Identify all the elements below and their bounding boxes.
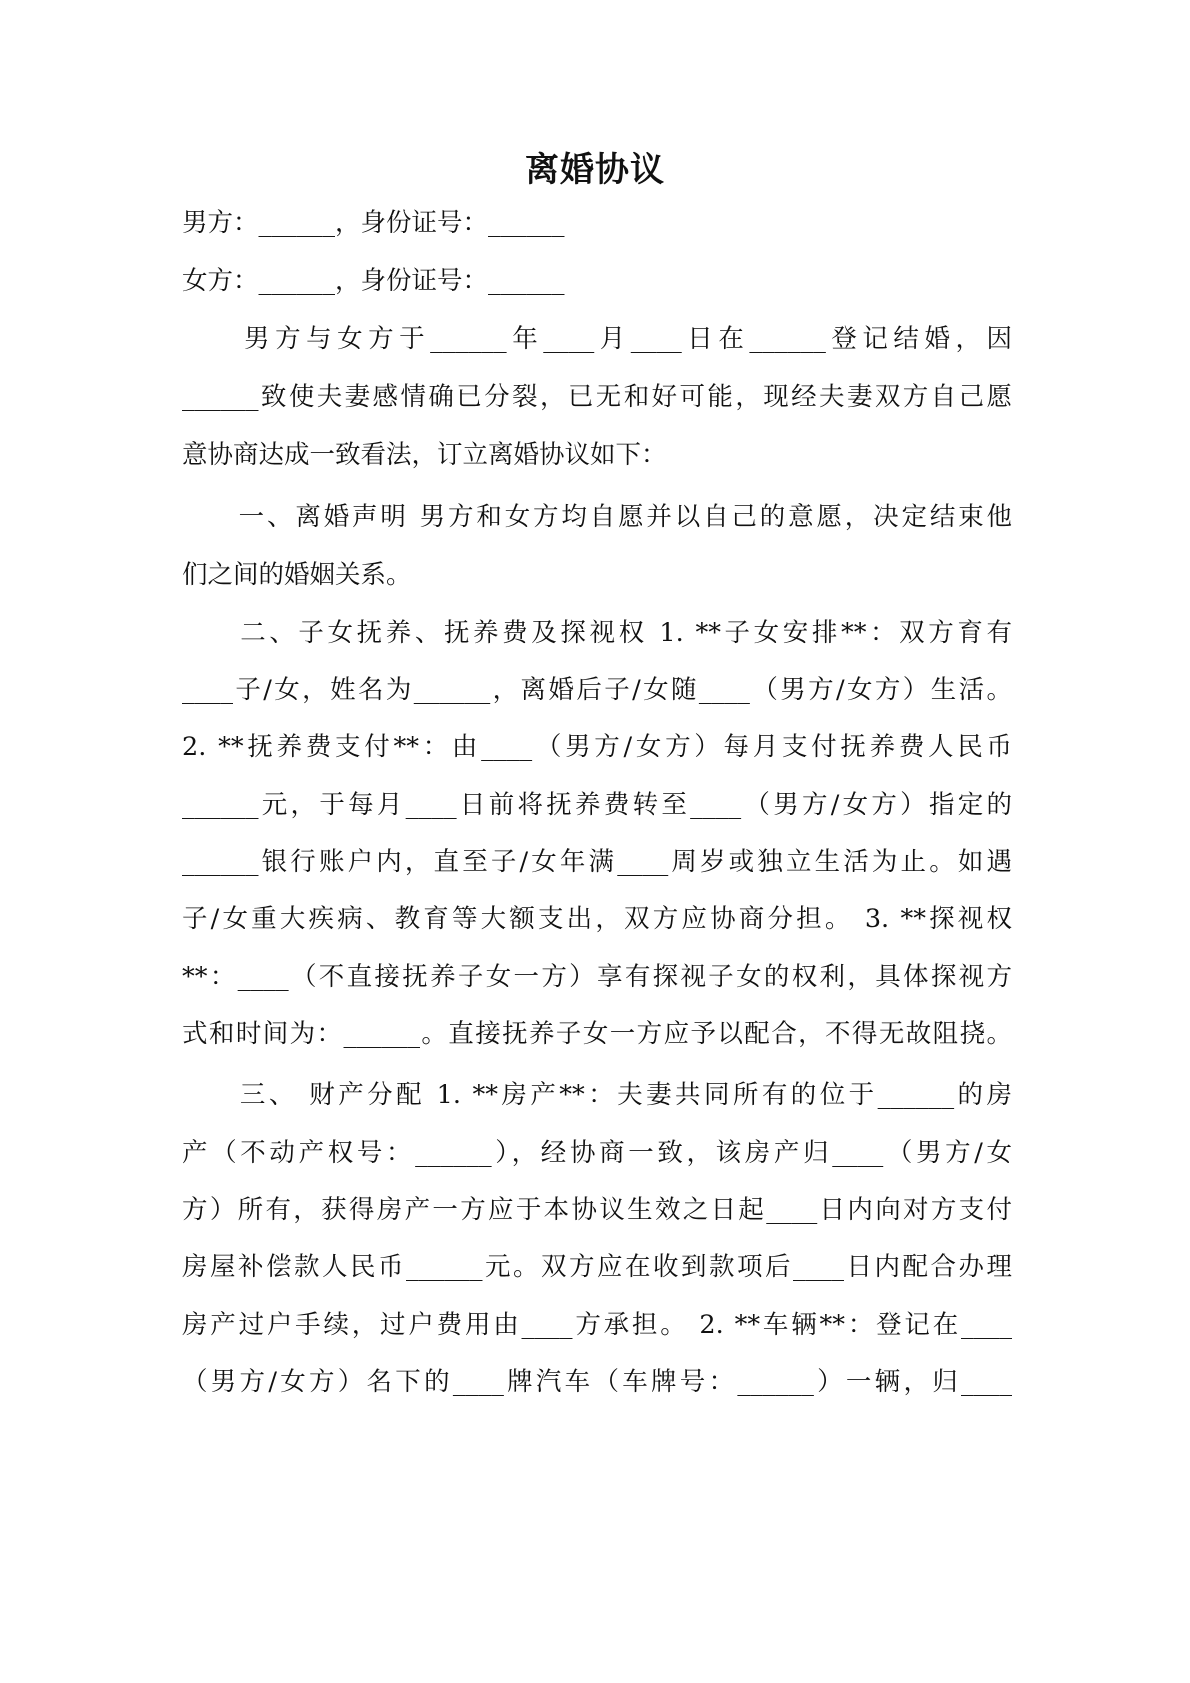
section-3-line: 方）所有，获得房产一方应于本协议生效之日起____日内向对方支付	[182, 1195, 1012, 1225]
body-line: 男方与女方于______年____月____日在______登记结婚，因	[182, 324, 1012, 354]
section-2-line: 式和时间为：______。直接抚养子女一方应予以配合，不得无故阻挠。	[182, 1019, 1012, 1049]
section-3-line: 房产过户手续，过户费用由____方承担。 2. **车辆**：登记在____	[182, 1310, 1012, 1340]
body-line: ______致使夫妻感情确已分裂，已无和好可能，现经夫妻双方自己愿	[182, 382, 1012, 412]
section-3-line: （男方/女方）名下的____牌汽车（车牌号：______）一辆，归____	[182, 1367, 1012, 1397]
section-2-line: 2. **抚养费支付**：由____（男方/女方）每月支付抚养费人民币	[182, 732, 1012, 762]
section-3-line: 房屋补偿款人民币______元。双方应在收到款项后____日内配合办理	[182, 1252, 1012, 1282]
document-title: 离婚协议	[525, 150, 665, 190]
section-2-line: **：____（不直接抚养子女一方）享有探视子女的权利，具体探视方	[182, 962, 1012, 992]
section-2-line: 二、子女抚养、抚养费及探视权 1. **子女安排**：双方育有	[182, 618, 1012, 648]
section-1-line: 一、离婚声明 男方和女方均自愿并以自己的意愿，决定结束他	[182, 502, 1012, 532]
section-2-line: 子/女重大疾病、教育等大额支出，双方应协商分担。 3. **探视权	[182, 904, 1012, 934]
section-1-line: 们之间的婚姻关系。	[182, 560, 412, 590]
section-3-line: 产（不动产权号：______），经协商一致，该房产归____（男方/女	[182, 1138, 1012, 1168]
section-2-line: ____子/女，姓名为______，离婚后子/女随____（男方/女方）生活。	[182, 675, 1012, 705]
body-line: 意协商达成一致看法，订立离婚协议如下：	[182, 440, 667, 470]
section-2-line: ______银行账户内，直至子/女年满____周岁或独立生活为止。如遇	[182, 847, 1012, 877]
party-male-line: 男方：______，身份证号：______	[182, 208, 565, 238]
party-female-line: 女方：______，身份证号：______	[182, 266, 565, 296]
section-2-line: ______元，于每月____日前将抚养费转至____（男方/女方）指定的	[182, 790, 1012, 820]
section-3-line: 三、 财产分配 1. **房产**：夫妻共同所有的位于______的房	[182, 1080, 1012, 1110]
